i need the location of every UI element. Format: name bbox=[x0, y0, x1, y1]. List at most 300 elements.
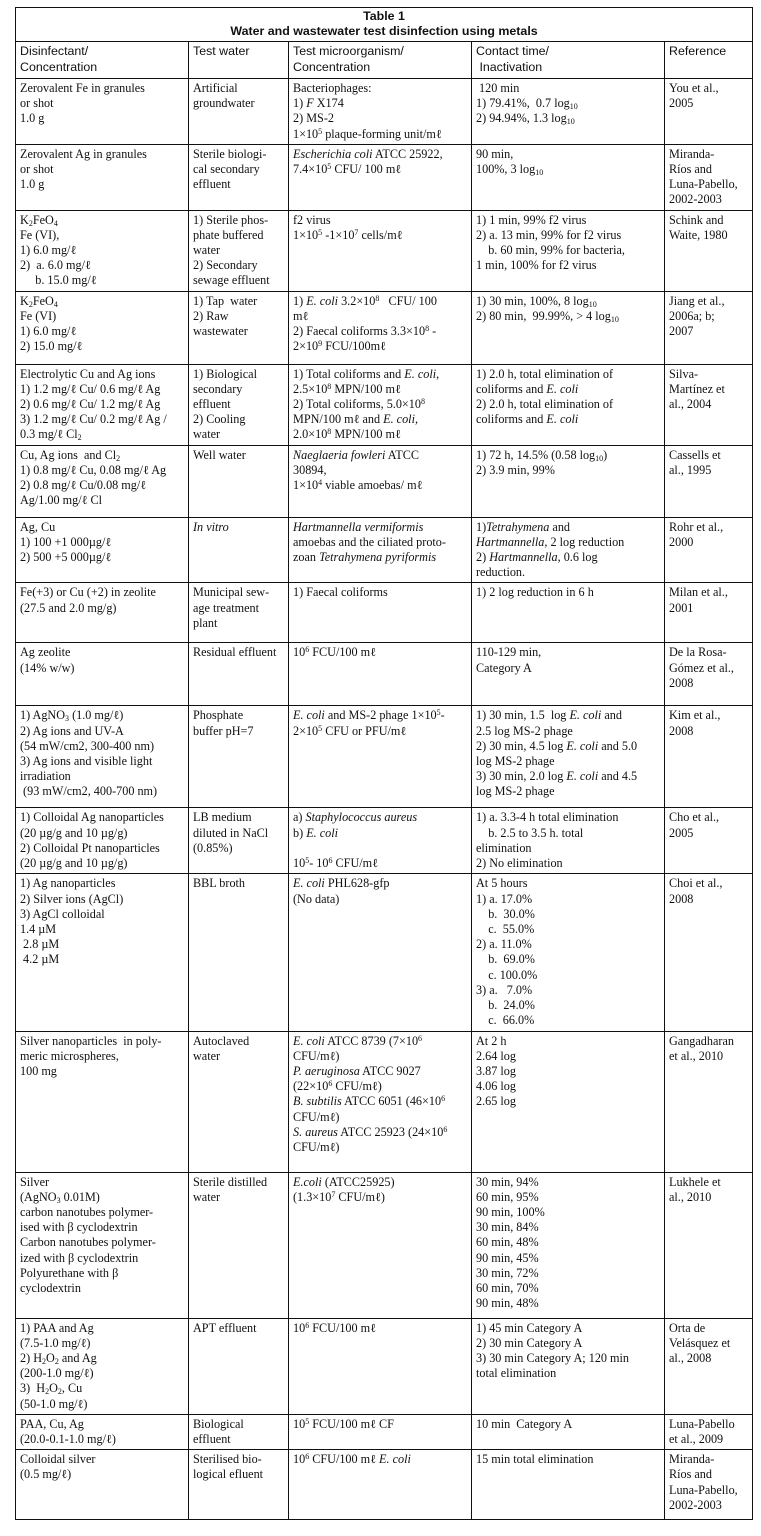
cell-line: P. aeruginosa ATCC 9027 bbox=[293, 1063, 421, 1078]
cell-line: (0.85%) bbox=[193, 840, 233, 855]
table-row bbox=[16, 445, 753, 517]
superscript: 5 bbox=[327, 162, 332, 172]
cell-line: Luna-Pabello, bbox=[669, 177, 738, 192]
cell-microorganism bbox=[289, 1450, 472, 1520]
cell-test-water bbox=[189, 1031, 289, 1172]
cell-line: 2) $H_2O_2$ and Ag bbox=[20, 1350, 97, 1366]
cell-reference bbox=[665, 706, 753, 808]
cell-line: At 2 h bbox=[476, 1033, 507, 1048]
cell-line: 1) 2 log reduction in 6 h bbox=[476, 585, 594, 600]
table-caption bbox=[16, 8, 753, 42]
cell-contact-time bbox=[472, 706, 665, 808]
cell-line: Cho et al., bbox=[669, 810, 720, 825]
cell-line: 1) a. 3.3-4 h total elimination bbox=[476, 810, 619, 825]
superscript: 5 bbox=[436, 708, 441, 718]
table-row bbox=[16, 643, 753, 706]
cell-line bbox=[293, 841, 468, 856]
cell-line: ised with β cyclodextrin bbox=[20, 1220, 138, 1235]
cell-line: Miranda- bbox=[669, 146, 715, 161]
italic-text: In vitro bbox=[193, 519, 229, 534]
table-row bbox=[16, 144, 753, 210]
cell-disinfectant bbox=[16, 364, 189, 445]
cell-line: 2002-2003 bbox=[669, 192, 722, 207]
cell-line: effluent bbox=[193, 1431, 231, 1446]
cell-line: Fe(+3) or Cu (+2) in zeolite bbox=[20, 585, 156, 600]
cell-line: Municipal sew- bbox=[193, 585, 270, 600]
cell-line: 2) a. 13 min, 99% for f2 virus bbox=[476, 227, 622, 242]
cell-line: Ag, Cu bbox=[20, 519, 56, 534]
superscript: 6 bbox=[418, 1033, 423, 1043]
cell-disinfectant bbox=[16, 808, 189, 874]
italic-text: Hartmannella, bbox=[489, 550, 561, 565]
cell-line: $2\times 10^9$ FCU/100mℓ bbox=[293, 339, 386, 354]
superscript: 6 bbox=[305, 645, 310, 655]
superscript: 6 bbox=[441, 1094, 446, 1104]
cell-line: 2005 bbox=[669, 96, 694, 111]
cell-line: b. 2.5 to 3.5 h. total bbox=[476, 825, 584, 840]
cell-line: zoan Tetrahymena pyriformis bbox=[293, 550, 437, 565]
italic-text: P. aeruginosa bbox=[293, 1063, 360, 1078]
subscript: 2 bbox=[42, 1356, 47, 1366]
cell-line: E. coli and MS-2 phage $1\times 10^5-$ bbox=[293, 708, 445, 723]
cell-line: water bbox=[193, 427, 221, 442]
cell-line: 3) Ag ions and visible light bbox=[20, 754, 153, 769]
cell-line: Zerovalent Fe in granules bbox=[20, 81, 145, 95]
cell-line: Residual effluent bbox=[193, 645, 277, 660]
cell-microorganism bbox=[289, 291, 472, 364]
cell-disinfectant bbox=[16, 517, 189, 583]
cell-line: 15 min total elimination bbox=[476, 1452, 594, 1467]
table-body bbox=[16, 79, 753, 1520]
italic-text: Escherichia coli bbox=[293, 146, 373, 161]
cell-line: 2) 94.94%, 1.3 $\log_{10}$ bbox=[476, 111, 575, 127]
cell-line: 3) 1.2 mg/ℓ Cu/ 0.2 mg/ℓ Ag / bbox=[20, 412, 167, 427]
cell-line: b. 30.0% bbox=[476, 906, 535, 921]
superscript: 6 bbox=[305, 1452, 310, 1462]
cell-line: CFU/mℓ) bbox=[293, 1139, 340, 1154]
cell-line: 90 min, bbox=[476, 146, 514, 161]
cell-contact-time bbox=[472, 144, 665, 210]
cell-line: b. 60 min, 99% for bacteria, bbox=[476, 243, 625, 258]
italic-text: E. coli, bbox=[383, 412, 419, 427]
disinfection-table bbox=[15, 7, 753, 1520]
subscript: 2 bbox=[54, 1356, 59, 1366]
cell-line: $7.4\times 10^5$ CFU/ 100 mℓ bbox=[293, 162, 402, 177]
cell-microorganism bbox=[289, 583, 472, 643]
header-contact-time bbox=[472, 42, 665, 79]
cell-line: plant bbox=[193, 615, 218, 630]
subscript: 2 bbox=[77, 433, 82, 443]
cell-line: LB medium bbox=[193, 810, 252, 825]
cell-reference bbox=[665, 583, 753, 643]
table-row bbox=[16, 210, 753, 291]
cell-microorganism bbox=[289, 364, 472, 445]
table-row bbox=[16, 364, 753, 445]
table-row bbox=[16, 1414, 753, 1449]
cell-line: 2) Ag ions and UV-A bbox=[20, 723, 124, 738]
cell-line: 60 min, 95% bbox=[476, 1189, 539, 1204]
cell-line: (93 mW/cm2, 400-700 nm) bbox=[20, 784, 158, 799]
cell-line: Velásquez et bbox=[669, 1335, 731, 1350]
cell-line: buffer pH=7 bbox=[193, 723, 254, 738]
cell-line: coliforms and E. coli bbox=[476, 381, 579, 396]
cell-line: total elimination bbox=[476, 1366, 557, 1381]
cell-line: et al., 2010 bbox=[669, 1048, 724, 1063]
subscript: 10 bbox=[595, 453, 604, 463]
cell-line: Luna-Pabello bbox=[669, 1416, 735, 1431]
cell-line: E.coli (ATCC25925) bbox=[293, 1174, 395, 1189]
cell-line: 2) Faecal coliforms $3.3\times 10^8$ - bbox=[293, 324, 437, 339]
italic-text: Hartmannella, bbox=[476, 534, 548, 549]
cell-line: 1) 6.0 mg/ℓ bbox=[20, 324, 77, 339]
cell-line: You et al., bbox=[669, 81, 719, 95]
cell-microorganism bbox=[289, 144, 472, 210]
cell-line: 60 min, 48% bbox=[476, 1235, 539, 1250]
header-line: Reference bbox=[669, 44, 727, 58]
superscript: 6 bbox=[305, 1320, 310, 1330]
header-line: Test microorganism/ bbox=[293, 44, 404, 58]
cell-line: 2) 30 min, 4.5 log E. coli and 5.0 bbox=[476, 738, 638, 753]
table-row bbox=[16, 79, 753, 145]
cell-line: Gangadharan bbox=[669, 1033, 734, 1048]
cell-disinfectant bbox=[16, 706, 189, 808]
cell-line: or shot bbox=[20, 162, 54, 177]
cell-line: b. 15.0 mg/ℓ bbox=[20, 273, 97, 288]
cell-line: f2 virus bbox=[293, 212, 331, 227]
cell-line: Ag zeolite bbox=[20, 645, 71, 660]
cell-line: 1)Tetrahymena and bbox=[476, 519, 571, 534]
column-header-row bbox=[16, 42, 753, 79]
cell-line: 1) 72 h, 14.5% (0.58 $\log_{10}$) bbox=[476, 447, 608, 463]
cell-contact-time bbox=[472, 1031, 665, 1172]
cell-contact-time bbox=[472, 808, 665, 874]
cell-test-water bbox=[189, 643, 289, 706]
cell-line: 2) 500 +5 000µg/ℓ bbox=[20, 550, 112, 565]
cell-contact-time bbox=[472, 291, 665, 364]
subscript: 3 bbox=[65, 714, 70, 724]
table-row bbox=[16, 706, 753, 808]
subscript: 3 bbox=[56, 1195, 61, 1205]
cell-line: 4.2 µM bbox=[20, 952, 60, 967]
header-reference bbox=[665, 42, 753, 79]
cell-line: 2) No elimination bbox=[476, 856, 563, 871]
cell-line: ized with β cyclodextrin bbox=[20, 1250, 139, 1265]
cell-line: (27.5 and 2.0 mg/g) bbox=[20, 600, 117, 615]
cell-line: $10^6$ FCU/100 mℓ bbox=[293, 645, 376, 660]
header-line: Inactivation bbox=[476, 59, 543, 74]
cell-contact-time bbox=[472, 1450, 665, 1520]
cell-line: 2) Secondary bbox=[193, 258, 258, 273]
cell-test-water bbox=[189, 1450, 289, 1520]
cell-line: 2) Raw bbox=[193, 308, 229, 323]
superscript: 5 bbox=[318, 723, 323, 733]
cell-line: (200-1.0 mg/ℓ) bbox=[20, 1366, 94, 1381]
italic-text: E. coli bbox=[306, 293, 339, 308]
cell-line: 2) 0.6 mg/ℓ Cu/ 1.2 mg/ℓ Ag bbox=[20, 397, 161, 412]
cell-line: cal secondary bbox=[193, 162, 260, 177]
cell-line: age treatment bbox=[193, 600, 259, 615]
cell-disinfectant bbox=[16, 1318, 189, 1414]
superscript: 8 bbox=[375, 293, 380, 303]
cell-line: Silva- bbox=[669, 366, 699, 381]
header-line: Concentration bbox=[293, 59, 371, 74]
cell-line: Kim et al., bbox=[669, 708, 721, 723]
cell-line: Lukhele et bbox=[669, 1174, 721, 1189]
table-title: Table 1 bbox=[363, 9, 405, 23]
cell-line: 1.0 g bbox=[20, 111, 45, 126]
cell-line: S. aureus ATCC 25923 ($24\times 10^6$ bbox=[293, 1124, 448, 1139]
italic-text: Hartmannella vermiformis bbox=[293, 519, 424, 534]
cell-contact-time bbox=[472, 583, 665, 643]
cell-reference bbox=[665, 517, 753, 583]
cell-line: irradiation bbox=[20, 769, 71, 784]
cell-test-water bbox=[189, 808, 289, 874]
cell-line: Bacteriophages: bbox=[293, 81, 372, 95]
cell-line: (14% w/w) bbox=[20, 660, 75, 675]
cell-microorganism bbox=[289, 1318, 472, 1414]
subscript: 10 bbox=[588, 299, 597, 309]
cell-line: $2\times 10^5$ CFU or PFU/mℓ bbox=[293, 723, 407, 738]
cell-line: 2) a. 6.0 mg/ℓ bbox=[20, 258, 91, 273]
cell-line: Sterile biologi- bbox=[193, 146, 267, 161]
cell-line: 2007 bbox=[669, 324, 694, 339]
cell-test-water bbox=[189, 517, 289, 583]
cell-line: 1) 6.0 mg/ℓ bbox=[20, 243, 77, 258]
cell-line: water bbox=[193, 1048, 221, 1063]
cell-line: (50-1.0 mg/ℓ) bbox=[20, 1396, 88, 1411]
cell-line: E. coli PHL628-gfp bbox=[293, 876, 390, 891]
superscript: 6 bbox=[443, 1124, 448, 1134]
cell-line: 1) 100 +1 000µg/ℓ bbox=[20, 534, 112, 549]
italic-text: E. coli bbox=[306, 825, 339, 840]
cell-line: al., 2004 bbox=[669, 397, 712, 412]
cell-line: 1.0 g bbox=[20, 177, 45, 192]
header-microorganism bbox=[289, 42, 472, 79]
cell-disinfectant bbox=[16, 643, 189, 706]
cell-line: $K_2FeO_4$ bbox=[20, 293, 58, 309]
cell-line: Rohr et al., bbox=[669, 519, 724, 534]
superscript: 8 bbox=[421, 397, 425, 407]
subscript: 2 bbox=[116, 453, 121, 463]
cell-line: 100%, 3 $\log_{10}$ bbox=[476, 162, 544, 178]
cell-line: Autoclaved bbox=[193, 1033, 250, 1048]
cell-test-water bbox=[189, 874, 289, 1031]
cell-line: a) Staphylococcus aureus bbox=[293, 810, 418, 825]
cell-line: $10^6$ CFU/100 mℓ E. coli bbox=[293, 1452, 411, 1467]
cell-line: Fe (VI), bbox=[20, 227, 60, 242]
cell-line: diluted in NaCl bbox=[193, 825, 269, 840]
cell-line: 2008 bbox=[669, 723, 694, 738]
cell-line: $K_2FeO_4$ bbox=[20, 212, 58, 228]
cell-line: Miranda- bbox=[669, 1452, 715, 1467]
cell-line: 1 min, 100% for f2 virus bbox=[476, 258, 597, 273]
superscript: 5 bbox=[305, 856, 310, 866]
cell-line: $1\times 10^5$ plaque-forming unit/mℓ bbox=[293, 126, 442, 141]
cell-line: 2.8 µM bbox=[20, 937, 60, 952]
cell-contact-time bbox=[472, 517, 665, 583]
cell-line: Cassells et bbox=[669, 447, 721, 462]
cell-line: secondary bbox=[193, 381, 243, 396]
italic-text: E. coli bbox=[546, 381, 579, 396]
cell-reference bbox=[665, 79, 753, 145]
cell-line: al., 2008 bbox=[669, 1350, 712, 1365]
cell-line: Carbon nanotubes polymer- bbox=[20, 1235, 156, 1250]
cell-line: Martínez et bbox=[669, 381, 725, 396]
cell-line: water bbox=[193, 1189, 221, 1204]
cell-line: 3) a. 7.0% bbox=[476, 982, 533, 997]
cell-line: Gómez et al., bbox=[669, 660, 734, 675]
cell-line: 1) Tap water bbox=[193, 293, 258, 308]
cell-reference bbox=[665, 1450, 753, 1520]
cell-line: ($22\times 10^6$ CFU/mℓ) bbox=[293, 1079, 382, 1094]
cell-line: Well water bbox=[193, 447, 246, 462]
cell-line: 1) F X174 bbox=[293, 96, 344, 111]
cell-contact-time bbox=[472, 210, 665, 291]
cell-line: 2) 3.9 min, 99% bbox=[476, 462, 555, 477]
italic-text: Tetrahymena pyriformis bbox=[319, 550, 437, 565]
cell-line: (20 µg/g and 10 µg/g) bbox=[20, 856, 128, 871]
cell-contact-time bbox=[472, 79, 665, 145]
cell-line: 2) Silver ions (AgCl) bbox=[20, 891, 124, 906]
cell-line: 3) 30 min Category A; 120 min bbox=[476, 1350, 630, 1365]
cell-microorganism bbox=[289, 808, 472, 874]
cell-microorganism bbox=[289, 79, 472, 145]
cell-line: c. 55.0% bbox=[476, 922, 535, 937]
subscript: 10 bbox=[535, 168, 544, 178]
italic-text: Naeglaeria fowleri bbox=[293, 447, 386, 462]
superscript: 9 bbox=[318, 339, 323, 349]
italic-text: F bbox=[306, 96, 314, 111]
cell-line: Electrolytic Cu and Ag ions bbox=[20, 366, 156, 381]
cell-line: effluent bbox=[193, 397, 231, 412]
cell-contact-time bbox=[472, 1414, 665, 1449]
subscript: 10 bbox=[566, 117, 575, 127]
cell-line bbox=[193, 520, 285, 535]
cell-line: CFU/mℓ) bbox=[293, 1048, 340, 1063]
cell-line: b. 69.0% bbox=[476, 952, 535, 967]
italic-text: S. aureus bbox=[293, 1124, 338, 1139]
cell-disinfectant bbox=[16, 1172, 189, 1318]
cell-line: Choi et al., bbox=[669, 876, 723, 891]
superscript: 6 bbox=[328, 856, 333, 866]
cell-line: (0.5 mg/ℓ) bbox=[20, 1467, 72, 1482]
cell-line: De la Rosa- bbox=[669, 645, 727, 660]
cell-disinfectant bbox=[16, 583, 189, 643]
cell-line: $2.0\times 10^8$ MPN/100 mℓ bbox=[293, 427, 401, 442]
header-line: Disinfectant/ bbox=[20, 44, 89, 58]
italic-text: E. coli bbox=[293, 876, 325, 891]
cell-contact-time bbox=[472, 1318, 665, 1414]
cell-microorganism bbox=[289, 1414, 472, 1449]
cell-line: effluent bbox=[193, 177, 231, 192]
cell-line: 120 min bbox=[476, 81, 520, 95]
cell-line: et al., 2009 bbox=[669, 1431, 724, 1446]
table-row bbox=[16, 1031, 753, 1172]
cell-line: 2) MS-2 bbox=[293, 111, 334, 126]
cell-test-water bbox=[189, 144, 289, 210]
cell-line: b. 24.0% bbox=[476, 998, 535, 1013]
italic-text: E. coli bbox=[566, 769, 599, 784]
cell-line: 1) 1 min, 99% f2 virus bbox=[476, 212, 587, 227]
italic-text: E. coli bbox=[404, 366, 437, 381]
cell-test-water bbox=[189, 1172, 289, 1318]
table-row bbox=[16, 583, 753, 643]
header-line: Test water bbox=[193, 44, 250, 58]
cell-line: Biological bbox=[193, 1416, 244, 1431]
table-title-row bbox=[16, 8, 753, 42]
cell-reference bbox=[665, 874, 753, 1031]
cell-line: 2) a. 11.0% bbox=[476, 937, 532, 952]
cell-line: CFU/mℓ) bbox=[293, 1109, 340, 1124]
cell-line: 1) 0.8 mg/ℓ Cu, 0.08 mg/ℓ Ag bbox=[20, 462, 167, 477]
cell-line: amoebas and the ciliated proto- bbox=[293, 534, 446, 549]
cell-line: reduction. bbox=[476, 565, 526, 580]
italic-text: E. coli bbox=[566, 738, 599, 753]
cell-test-water bbox=[189, 1414, 289, 1449]
cell-test-water bbox=[189, 291, 289, 364]
cell-line: 1) Sterile phos- bbox=[193, 212, 269, 227]
cell-line: BBL broth bbox=[193, 876, 246, 891]
subscript: 2 bbox=[57, 1387, 62, 1397]
cell-test-water bbox=[189, 1318, 289, 1414]
superscript: 6 bbox=[328, 1079, 333, 1089]
cell-line: 2008 bbox=[669, 675, 694, 690]
cell-line: (20 µg/g and 10 µg/g) bbox=[20, 825, 128, 840]
cell-line: 2) Colloidal Pt nanoparticles bbox=[20, 840, 160, 855]
table-row bbox=[16, 1172, 753, 1318]
cell-line: Milan et al., bbox=[669, 585, 728, 600]
table-row bbox=[16, 874, 753, 1031]
cell-line: log MS-2 phage bbox=[476, 784, 555, 799]
cell-line: 2002-2003 bbox=[669, 1497, 722, 1512]
cell-contact-time bbox=[472, 364, 665, 445]
cell-disinfectant bbox=[16, 874, 189, 1031]
cell-line: $10^6$ FCU/100 mℓ bbox=[293, 1320, 376, 1335]
cell-disinfectant bbox=[16, 1414, 189, 1449]
cell-line: Cu, Ag ions and $Cl_2$ bbox=[20, 447, 121, 463]
cell-line: Orta de bbox=[669, 1320, 706, 1335]
cell-line: 1) AgNO$_3$ (1.0 mg/ℓ) bbox=[20, 708, 124, 724]
superscript: 5 bbox=[305, 1416, 310, 1426]
cell-line: or shot bbox=[20, 96, 54, 111]
cell-line: B. subtilis ATCC 6051 ($46\times 10^6$ bbox=[293, 1094, 446, 1109]
cell-line: $10^5-$ $10^6$ CFU/mℓ bbox=[293, 856, 378, 871]
cell-contact-time bbox=[472, 643, 665, 706]
header-line: Concentration bbox=[20, 59, 98, 74]
cell-line: $10^5$ FCU/100 mℓ CF bbox=[293, 1416, 394, 1431]
cell-line: 1) 2.0 h, total elimination of bbox=[476, 366, 614, 381]
cell-line: 30894, bbox=[293, 462, 327, 477]
cell-microorganism bbox=[289, 210, 472, 291]
cell-microorganism bbox=[289, 874, 472, 1031]
cell-line: ($1.3\times 10^7$ CFU/mℓ) bbox=[293, 1189, 385, 1204]
cell-line: 1) a. 17.0% bbox=[476, 891, 533, 906]
italic-text: Staphylococcus aureus bbox=[305, 810, 418, 825]
cell-line: 2.64 log bbox=[476, 1048, 516, 1063]
cell-line: 10 min Category A bbox=[476, 1416, 573, 1431]
superscript: 8 bbox=[327, 381, 332, 391]
cell-line: Hartmannella, 2 log reduction bbox=[476, 534, 625, 549]
superscript: 4 bbox=[318, 478, 323, 488]
cell-line: 1) PAA and Ag bbox=[20, 1320, 94, 1335]
cell-disinfectant bbox=[16, 1450, 189, 1520]
cell-disinfectant bbox=[16, 445, 189, 517]
cell-line: 110-129 min, bbox=[476, 645, 542, 660]
cell-line: Ag/1.00 mg/ℓ Cl bbox=[20, 493, 103, 508]
italic-text: E. coli bbox=[293, 708, 325, 723]
cell-line: logical efluent bbox=[193, 1467, 264, 1482]
cell-line: al., 1995 bbox=[669, 462, 712, 477]
